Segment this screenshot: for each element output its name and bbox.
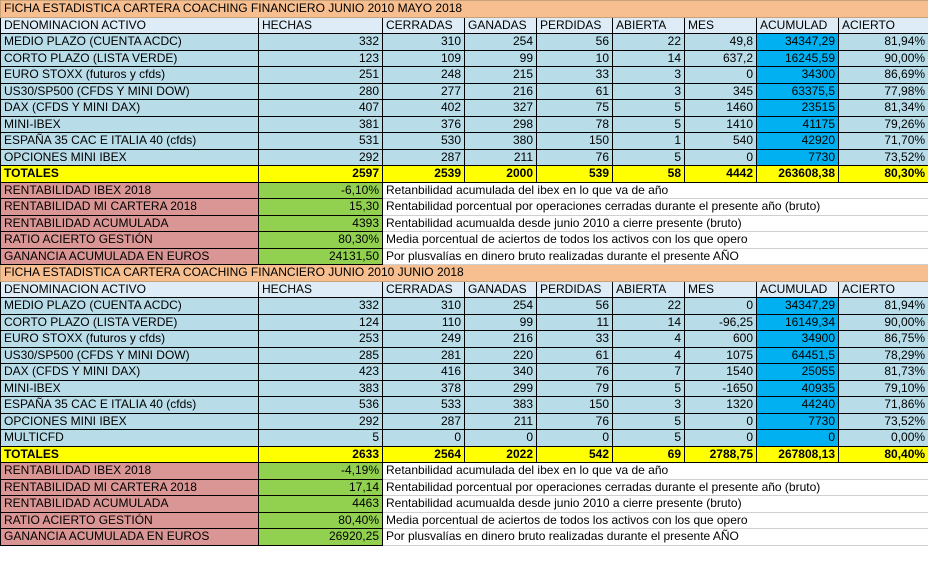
table-row — [1, 298, 928, 315]
value-cell[interactable]: 0 — [685, 67, 757, 84]
value-cell[interactable]: 383 — [465, 397, 537, 414]
column-header[interactable]: ABIERTA — [613, 281, 685, 298]
column-header[interactable]: DENOMINACION ACTIVO — [1, 17, 259, 34]
value-cell[interactable]: 81,94% — [839, 34, 928, 51]
total-cell[interactable]: 542 — [537, 446, 613, 463]
stat-description[interactable]: Retanbilidad acumulada del ibex en lo que va de año — [383, 463, 928, 480]
value-cell[interactable]: 79,26% — [839, 116, 928, 133]
stat-label[interactable]: RENTABILIDAD IBEX 2018 — [1, 182, 259, 199]
value-cell[interactable]: 407 — [259, 100, 383, 117]
value-cell[interactable]: 22 — [613, 298, 685, 315]
value-cell[interactable]: 33 — [537, 331, 613, 348]
value-cell[interactable]: 86,75% — [839, 331, 928, 348]
value-cell[interactable]: 78,29% — [839, 347, 928, 364]
asset-name-cell[interactable]: MEDIO PLAZO (CUENTA ACDC) — [1, 34, 259, 51]
value-cell[interactable]: 0,00% — [839, 430, 928, 447]
value-cell[interactable]: 25055 — [757, 364, 839, 381]
stat-value[interactable]: 17,14 — [259, 479, 383, 496]
value-cell[interactable]: 77,98% — [839, 83, 928, 100]
stat-description[interactable]: Rentabilidad acumualda desde junio 2010 a cierre presente (bruto) — [383, 215, 928, 232]
value-cell[interactable]: 327 — [465, 100, 537, 117]
totals-label[interactable]: TOTALES — [1, 446, 259, 463]
column-header[interactable]: CERRADAS — [383, 17, 465, 34]
block2-header-row — [1, 281, 928, 298]
asset-name-cell[interactable]: US30/SP500 (CFDS Y MINI DOW) — [1, 83, 259, 100]
column-header[interactable]: MES — [685, 17, 757, 34]
value-cell[interactable]: 378 — [383, 380, 465, 397]
stat-value[interactable]: 15,30 — [259, 199, 383, 216]
column-header[interactable]: MES — [685, 281, 757, 298]
table-row — [1, 67, 928, 84]
stat-label[interactable]: GANANCIA ACUMULADA EN EUROS — [1, 529, 259, 546]
table-row — [1, 397, 928, 414]
value-cell[interactable]: 73,52% — [839, 149, 928, 166]
column-header[interactable]: ACUMULAD — [757, 17, 839, 34]
totals-row — [1, 446, 928, 463]
stat-description[interactable]: Media porcentual de aciertos de todos los activos con los que opero — [383, 512, 928, 529]
value-cell[interactable]: 5 — [613, 100, 685, 117]
total-cell[interactable]: 4442 — [685, 166, 757, 183]
total-cell[interactable]: 2597 — [259, 166, 383, 183]
column-header[interactable]: PERDIDAS — [537, 17, 613, 34]
stat-label[interactable]: RATIO ACIERTO GESTIÓN — [1, 512, 259, 529]
total-cell[interactable]: 263608,38 — [757, 166, 839, 183]
value-cell[interactable]: 78 — [537, 116, 613, 133]
stat-row — [1, 496, 928, 513]
value-cell[interactable]: 44240 — [757, 397, 839, 414]
value-cell[interactable]: 1410 — [685, 116, 757, 133]
table-row — [1, 430, 928, 447]
column-header[interactable]: ACUMULAD — [757, 281, 839, 298]
asset-name-cell[interactable]: OPCIONES MINI IBEX — [1, 413, 259, 430]
value-cell[interactable]: 41175 — [757, 116, 839, 133]
value-cell[interactable]: 423 — [259, 364, 383, 381]
value-cell[interactable]: 281 — [383, 347, 465, 364]
value-cell[interactable]: 530 — [383, 133, 465, 150]
table-row — [1, 380, 928, 397]
value-cell[interactable]: 0 — [757, 430, 839, 447]
table-row — [1, 133, 928, 150]
value-cell[interactable]: 109 — [383, 50, 465, 67]
value-cell[interactable]: 280 — [259, 83, 383, 100]
value-cell[interactable]: 381 — [259, 116, 383, 133]
value-cell[interactable]: 76 — [537, 149, 613, 166]
value-cell[interactable]: 76 — [537, 413, 613, 430]
stat-value[interactable]: 4393 — [259, 215, 383, 232]
block2-title-row — [1, 265, 928, 282]
value-cell[interactable]: 249 — [383, 331, 465, 348]
table-row — [1, 347, 928, 364]
value-cell[interactable]: 34347,29 — [757, 298, 839, 315]
total-cell[interactable]: 69 — [613, 446, 685, 463]
value-cell[interactable]: 253 — [259, 331, 383, 348]
table-row — [1, 331, 928, 348]
stat-description[interactable]: Retanbilidad acumulada del ibex en lo que va de año — [383, 182, 928, 199]
value-cell[interactable]: 0 — [537, 430, 613, 447]
value-cell[interactable]: 23515 — [757, 100, 839, 117]
value-cell[interactable]: 0 — [685, 298, 757, 315]
total-cell[interactable]: 80,40% — [839, 446, 928, 463]
stat-row — [1, 479, 928, 496]
value-cell[interactable]: 416 — [383, 364, 465, 381]
table-row — [1, 149, 928, 166]
table-row — [1, 364, 928, 381]
value-cell[interactable]: 216 — [465, 331, 537, 348]
totals-label[interactable]: TOTALES — [1, 166, 259, 183]
asset-name-cell[interactable]: CORTO PLAZO (LISTA VERDE) — [1, 50, 259, 67]
value-cell[interactable]: 4 — [613, 347, 685, 364]
value-cell[interactable]: 42920 — [757, 133, 839, 150]
value-cell[interactable]: 56 — [537, 298, 613, 315]
stat-value[interactable]: -6,10% — [259, 182, 383, 199]
value-cell[interactable]: 150 — [537, 133, 613, 150]
value-cell[interactable]: 99 — [465, 314, 537, 331]
value-cell[interactable]: 254 — [465, 298, 537, 315]
value-cell[interactable]: 531 — [259, 133, 383, 150]
column-header[interactable]: PERDIDAS — [537, 281, 613, 298]
sheet-title[interactable]: FICHA ESTADISTICA CARTERA COACHING FINANCIERO JUNIO 2010 MAYO 2018 — [1, 1, 928, 18]
total-cell[interactable]: 80,30% — [839, 166, 928, 183]
table-row — [1, 34, 928, 51]
asset-name-cell[interactable]: MEDIO PLAZO (CUENTA ACDC) — [1, 298, 259, 315]
value-cell[interactable]: 277 — [383, 83, 465, 100]
asset-name-cell[interactable]: DAX (CFDS Y MINI DAX) — [1, 100, 259, 117]
value-cell[interactable]: 63375,5 — [757, 83, 839, 100]
stat-row — [1, 512, 928, 529]
column-header[interactable]: ACIERTO — [839, 281, 928, 298]
stat-description[interactable]: Rentabilidad acumualda desde junio 2010 a cierre presente (bruto) — [383, 496, 928, 513]
total-cell[interactable]: 539 — [537, 166, 613, 183]
value-cell[interactable]: 0 — [465, 430, 537, 447]
stat-value[interactable]: -4,19% — [259, 463, 383, 480]
value-cell[interactable]: 10 — [537, 50, 613, 67]
value-cell[interactable]: 533 — [383, 397, 465, 414]
value-cell[interactable]: 7730 — [757, 413, 839, 430]
stat-description[interactable]: Por plusvalías en dinero bruto realizadas durante el presente AÑO — [383, 248, 928, 265]
value-cell[interactable]: 637,2 — [685, 50, 757, 67]
value-cell[interactable]: 285 — [259, 347, 383, 364]
value-cell[interactable]: 40935 — [757, 380, 839, 397]
stat-row — [1, 248, 928, 265]
value-cell[interactable]: 71,70% — [839, 133, 928, 150]
value-cell[interactable]: 34900 — [757, 331, 839, 348]
stat-label[interactable]: RATIO ACIERTO GESTIÓN — [1, 232, 259, 249]
value-cell[interactable]: 79,10% — [839, 380, 928, 397]
value-cell[interactable]: 248 — [383, 67, 465, 84]
total-cell[interactable]: 2564 — [383, 446, 465, 463]
value-cell[interactable]: 600 — [685, 331, 757, 348]
table-row — [1, 314, 928, 331]
value-cell[interactable]: 383 — [259, 380, 383, 397]
total-cell[interactable]: 2539 — [383, 166, 465, 183]
total-cell[interactable]: 2788,75 — [685, 446, 757, 463]
stat-label[interactable]: RENTABILIDAD ACUMULADA — [1, 496, 259, 513]
asset-name-cell[interactable]: MINI-IBEX — [1, 116, 259, 133]
value-cell[interactable]: 376 — [383, 116, 465, 133]
value-cell[interactable]: 49,8 — [685, 34, 757, 51]
column-header[interactable]: GANADAS — [465, 281, 537, 298]
total-cell[interactable]: 2022 — [465, 446, 537, 463]
value-cell[interactable]: 34300 — [757, 67, 839, 84]
total-cell[interactable]: 267808,13 — [757, 446, 839, 463]
sheet-title[interactable]: FICHA ESTADISTICA CARTERA COACHING FINANCIERO JUNIO 2010 JUNIO 2018 — [1, 265, 928, 282]
stat-label[interactable]: RENTABILIDAD IBEX 2018 — [1, 463, 259, 480]
value-cell[interactable]: 5 — [613, 116, 685, 133]
value-cell[interactable]: 540 — [685, 133, 757, 150]
value-cell[interactable]: 61 — [537, 347, 613, 364]
value-cell[interactable]: 310 — [383, 298, 465, 315]
value-cell[interactable]: -96,25 — [685, 314, 757, 331]
asset-name-cell[interactable]: OPCIONES MINI IBEX — [1, 149, 259, 166]
totals-row — [1, 166, 928, 183]
value-cell[interactable]: 345 — [685, 83, 757, 100]
stat-row — [1, 232, 928, 249]
value-cell[interactable]: -1650 — [685, 380, 757, 397]
stat-label[interactable]: RENTABILIDAD MI CARTERA 2018 — [1, 199, 259, 216]
table-row — [1, 83, 928, 100]
value-cell[interactable]: 14 — [613, 50, 685, 67]
value-cell[interactable]: 332 — [259, 298, 383, 315]
stat-value[interactable]: 24131,50 — [259, 248, 383, 265]
value-cell[interactable]: 99 — [465, 50, 537, 67]
stat-row — [1, 182, 928, 199]
value-cell[interactable]: 81,94% — [839, 298, 928, 315]
value-cell[interactable]: 299 — [465, 380, 537, 397]
value-cell[interactable]: 33 — [537, 67, 613, 84]
asset-name-cell[interactable]: ESPAÑA 35 CAC E ITALIA 40 (cfds) — [1, 397, 259, 414]
stat-value[interactable]: 80,40% — [259, 512, 383, 529]
value-cell[interactable]: 402 — [383, 100, 465, 117]
value-cell[interactable]: 251 — [259, 67, 383, 84]
asset-name-cell[interactable]: MULTICFD — [1, 430, 259, 447]
value-cell[interactable]: 34347,29 — [757, 34, 839, 51]
value-cell[interactable]: 1075 — [685, 347, 757, 364]
stat-value[interactable]: 26920,25 — [259, 529, 383, 546]
value-cell[interactable]: 81,34% — [839, 100, 928, 117]
value-cell[interactable]: 1460 — [685, 100, 757, 117]
asset-name-cell[interactable]: ESPAÑA 35 CAC E ITALIA 40 (cfds) — [1, 133, 259, 150]
stat-description[interactable]: Por plusvalías en dinero bruto realizadas durante el presente AÑO — [383, 529, 928, 546]
value-cell[interactable]: 16149,34 — [757, 314, 839, 331]
value-cell[interactable]: 292 — [259, 149, 383, 166]
total-cell[interactable]: 2633 — [259, 446, 383, 463]
total-cell[interactable]: 2000 — [465, 166, 537, 183]
table-row — [1, 50, 928, 67]
value-cell[interactable]: 292 — [259, 413, 383, 430]
value-cell[interactable]: 1 — [613, 133, 685, 150]
column-header[interactable]: GANADAS — [465, 17, 537, 34]
asset-name-cell[interactable]: MINI-IBEX — [1, 380, 259, 397]
value-cell[interactable]: 124 — [259, 314, 383, 331]
block1-title-row — [1, 1, 928, 18]
value-cell[interactable]: 1540 — [685, 364, 757, 381]
value-cell[interactable]: 340 — [465, 364, 537, 381]
value-cell[interactable]: 76 — [537, 364, 613, 381]
value-cell[interactable]: 7 — [613, 364, 685, 381]
value-cell[interactable]: 332 — [259, 34, 383, 51]
stat-description[interactable]: Rentabilidad porcentual por operaciones cerradas durante el presente año (bruto) — [383, 199, 928, 216]
total-cell[interactable]: 58 — [613, 166, 685, 183]
value-cell[interactable]: 0 — [685, 430, 757, 447]
value-cell[interactable]: 211 — [465, 149, 537, 166]
stat-label[interactable]: RENTABILIDAD MI CARTERA 2018 — [1, 479, 259, 496]
column-header[interactable]: ACIERTO — [839, 17, 928, 34]
column-header[interactable]: DENOMINACION ACTIVO — [1, 281, 259, 298]
column-header[interactable]: HECHAS — [259, 17, 383, 34]
value-cell[interactable]: 11 — [537, 314, 613, 331]
value-cell[interactable]: 7730 — [757, 149, 839, 166]
stat-row — [1, 215, 928, 232]
stat-row — [1, 529, 928, 546]
value-cell[interactable]: 211 — [465, 413, 537, 430]
value-cell[interactable]: 64451,5 — [757, 347, 839, 364]
value-cell[interactable]: 5 — [613, 430, 685, 447]
value-cell[interactable]: 3 — [613, 83, 685, 100]
value-cell[interactable]: 61 — [537, 83, 613, 100]
table-row — [1, 100, 928, 117]
value-cell[interactable]: 380 — [465, 133, 537, 150]
stat-row — [1, 199, 928, 216]
value-cell[interactable]: 215 — [465, 67, 537, 84]
value-cell[interactable]: 216 — [465, 83, 537, 100]
value-cell[interactable]: 150 — [537, 397, 613, 414]
value-cell[interactable]: 90,00% — [839, 314, 928, 331]
value-cell[interactable]: 536 — [259, 397, 383, 414]
value-cell[interactable]: 0 — [685, 149, 757, 166]
stat-label[interactable]: GANANCIA ACUMULADA EN EUROS — [1, 248, 259, 265]
value-cell[interactable]: 254 — [465, 34, 537, 51]
value-cell[interactable]: 5 — [613, 380, 685, 397]
value-cell[interactable]: 3 — [613, 397, 685, 414]
asset-name-cell[interactable]: CORTO PLAZO (LISTA VERDE) — [1, 314, 259, 331]
value-cell[interactable]: 75 — [537, 100, 613, 117]
table-row — [1, 116, 928, 133]
column-header[interactable]: CERRADAS — [383, 281, 465, 298]
value-cell[interactable]: 5 — [613, 413, 685, 430]
value-cell[interactable]: 220 — [465, 347, 537, 364]
value-cell[interactable]: 71,86% — [839, 397, 928, 414]
stat-row — [1, 463, 928, 480]
value-cell[interactable]: 287 — [383, 149, 465, 166]
block1-header-row — [1, 17, 928, 34]
asset-name-cell[interactable]: EURO STOXX (futuros y cfds) — [1, 67, 259, 84]
value-cell[interactable]: 73,52% — [839, 413, 928, 430]
column-header[interactable]: HECHAS — [259, 281, 383, 298]
value-cell[interactable]: 310 — [383, 34, 465, 51]
value-cell[interactable]: 86,69% — [839, 67, 928, 84]
value-cell[interactable]: 79 — [537, 380, 613, 397]
value-cell[interactable]: 1320 — [685, 397, 757, 414]
value-cell[interactable]: 4 — [613, 331, 685, 348]
asset-name-cell[interactable]: DAX (CFDS Y MINI DAX) — [1, 364, 259, 381]
value-cell[interactable]: 123 — [259, 50, 383, 67]
value-cell[interactable]: 5 — [613, 149, 685, 166]
value-cell[interactable]: 110 — [383, 314, 465, 331]
column-header[interactable]: ABIERTA — [613, 17, 685, 34]
value-cell[interactable]: 14 — [613, 314, 685, 331]
value-cell[interactable]: 81,73% — [839, 364, 928, 381]
stat-description[interactable]: Media porcentual de aciertos de todos los activos con los que opero — [383, 232, 928, 249]
value-cell[interactable]: 56 — [537, 34, 613, 51]
value-cell[interactable]: 298 — [465, 116, 537, 133]
stat-label[interactable]: RENTABILIDAD ACUMULADA — [1, 215, 259, 232]
value-cell[interactable]: 0 — [685, 413, 757, 430]
value-cell[interactable]: 22 — [613, 34, 685, 51]
value-cell[interactable]: 5 — [259, 430, 383, 447]
stat-value[interactable]: 4463 — [259, 496, 383, 513]
stat-value[interactable]: 80,30% — [259, 232, 383, 249]
value-cell[interactable]: 16245,59 — [757, 50, 839, 67]
asset-name-cell[interactable]: EURO STOXX (futuros y cfds) — [1, 331, 259, 348]
value-cell[interactable]: 0 — [383, 430, 465, 447]
value-cell[interactable]: 3 — [613, 67, 685, 84]
value-cell[interactable]: 90,00% — [839, 50, 928, 67]
value-cell[interactable]: 287 — [383, 413, 465, 430]
asset-name-cell[interactable]: US30/SP500 (CFDS Y MINI DOW) — [1, 347, 259, 364]
stat-description[interactable]: Rentabilidad porcentual por operaciones cerradas durante el presente año (bruto) — [383, 479, 928, 496]
table-row — [1, 413, 928, 430]
